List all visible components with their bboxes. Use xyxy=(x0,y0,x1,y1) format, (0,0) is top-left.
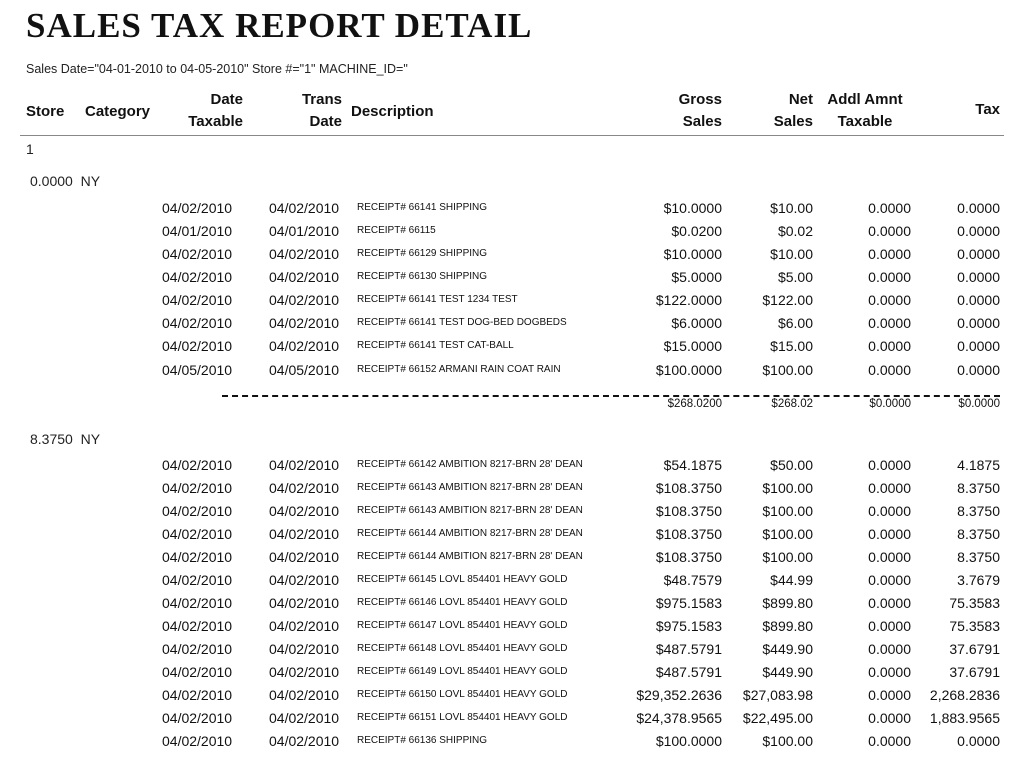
tax-state: NY xyxy=(80,173,101,189)
addl-amnt-taxable: 0.0000 xyxy=(868,710,911,726)
tax: 0.0000 xyxy=(957,200,1000,216)
gross-sales: $48.7579 xyxy=(663,572,722,588)
header-net-sales-line1: Net xyxy=(788,91,813,108)
header-store: Store xyxy=(26,103,65,120)
table-row xyxy=(0,200,1024,222)
tax: 0.0000 xyxy=(957,315,1000,331)
header-date-taxable-line2: Taxable xyxy=(188,113,243,130)
report-title: SALES TAX REPORT DETAIL xyxy=(26,6,533,45)
description: RECEIPT# 66136 SHIPPING xyxy=(357,735,488,746)
net-sales: $10.00 xyxy=(770,200,813,216)
date-taxable: 04/02/2010 xyxy=(162,641,233,657)
net-sales: $449.90 xyxy=(762,641,813,657)
subtotal-gross-sales: $268.0200 xyxy=(667,398,722,410)
gross-sales: $5.0000 xyxy=(671,269,722,285)
tax: 3.7679 xyxy=(957,572,1000,588)
header-trans-date-line2: Date xyxy=(309,113,342,130)
date-taxable: 04/02/2010 xyxy=(162,572,233,588)
net-sales: $10.00 xyxy=(770,246,813,262)
description: RECEIPT# 66144 AMBITION 8217-BRN 28' DEAN xyxy=(357,551,583,562)
addl-amnt-taxable: 0.0000 xyxy=(868,503,911,519)
trans-date: 04/02/2010 xyxy=(269,710,340,726)
tax: 2,268.2836 xyxy=(929,687,1000,703)
description: RECEIPT# 66151 LOVL 854401 HEAVY GOLD xyxy=(357,712,568,723)
net-sales: $449.90 xyxy=(762,664,813,680)
tax: 0.0000 xyxy=(957,269,1000,285)
addl-amnt-taxable: 0.0000 xyxy=(868,457,911,473)
table-row xyxy=(0,641,1024,663)
date-taxable: 04/02/2010 xyxy=(162,338,233,354)
gross-sales: $122.0000 xyxy=(655,292,722,308)
gross-sales: $29,352.2636 xyxy=(636,687,722,703)
tax: 75.3583 xyxy=(949,618,1000,634)
addl-amnt-taxable: 0.0000 xyxy=(868,618,911,634)
description: RECEIPT# 66150 LOVL 854401 HEAVY GOLD xyxy=(357,689,568,700)
table-row xyxy=(0,710,1024,732)
net-sales: $100.00 xyxy=(762,733,813,749)
date-taxable: 04/02/2010 xyxy=(162,733,233,749)
trans-date: 04/02/2010 xyxy=(269,246,340,262)
net-sales: $0.02 xyxy=(777,223,813,239)
addl-amnt-taxable: 0.0000 xyxy=(868,733,911,749)
gross-sales: $6.0000 xyxy=(671,315,722,331)
header-gross-sales-line2: Sales xyxy=(682,113,722,130)
net-sales: $100.00 xyxy=(762,526,813,542)
date-taxable: 04/02/2010 xyxy=(162,687,233,703)
header-description: Description xyxy=(351,103,434,120)
gross-sales: $100.0000 xyxy=(655,733,722,749)
trans-date: 04/02/2010 xyxy=(269,338,340,354)
tax-rate-group-0 xyxy=(30,173,100,189)
description: RECEIPT# 66143 AMBITION 8217-BRN 28' DEAN xyxy=(357,482,583,493)
gross-sales: $108.3750 xyxy=(655,480,722,496)
trans-date: 04/02/2010 xyxy=(269,618,340,634)
date-taxable: 04/02/2010 xyxy=(162,292,233,308)
trans-date: 04/02/2010 xyxy=(269,526,340,542)
gross-sales: $487.5791 xyxy=(655,664,722,680)
tax: 0.0000 xyxy=(957,338,1000,354)
date-taxable: 04/05/2010 xyxy=(162,362,233,378)
date-taxable: 04/02/2010 xyxy=(162,618,233,634)
table-row xyxy=(0,687,1024,709)
gross-sales: $108.3750 xyxy=(655,549,722,565)
table-row xyxy=(0,572,1024,594)
net-sales: $15.00 xyxy=(770,338,813,354)
description: RECEIPT# 66141 TEST 1234 TEST xyxy=(357,294,518,305)
addl-amnt-taxable: 0.0000 xyxy=(868,246,911,262)
description: RECEIPT# 66149 LOVL 854401 HEAVY GOLD xyxy=(357,666,568,677)
gross-sales: $487.5791 xyxy=(655,641,722,657)
date-taxable: 04/02/2010 xyxy=(162,457,233,473)
header-addl-amnt-line2: Taxable xyxy=(837,113,893,130)
description: RECEIPT# 66129 SHIPPING xyxy=(357,248,488,259)
addl-amnt-taxable: 0.0000 xyxy=(868,315,911,331)
description: RECEIPT# 66144 AMBITION 8217-BRN 28' DEAN xyxy=(357,528,583,539)
date-taxable: 04/02/2010 xyxy=(162,503,233,519)
tax: 4.1875 xyxy=(957,457,1000,473)
header-gross-sales-line1: Gross xyxy=(678,91,722,108)
trans-date: 04/02/2010 xyxy=(269,200,340,216)
gross-sales: $108.3750 xyxy=(655,503,722,519)
trans-date: 04/02/2010 xyxy=(269,503,340,519)
gross-sales: $24,378.9565 xyxy=(636,710,722,726)
gross-sales: $100.0000 xyxy=(655,362,722,378)
addl-amnt-taxable: 0.0000 xyxy=(868,641,911,657)
addl-amnt-taxable: 0.0000 xyxy=(868,572,911,588)
description: RECEIPT# 66130 SHIPPING xyxy=(357,271,488,282)
description: RECEIPT# 66141 TEST DOG-BED DOGBEDS xyxy=(357,317,567,328)
tax-rate-group-1 xyxy=(30,431,100,447)
trans-date: 04/01/2010 xyxy=(269,223,340,239)
table-row xyxy=(0,549,1024,571)
table-row xyxy=(0,595,1024,617)
gross-sales: $54.1875 xyxy=(663,457,722,473)
table-row xyxy=(0,733,1024,755)
description: RECEIPT# 66152 ARMANI RAIN COAT RAIN xyxy=(357,364,561,375)
gross-sales: $0.0200 xyxy=(671,223,722,239)
net-sales: $100.00 xyxy=(762,362,813,378)
header-net-sales-line2: Sales xyxy=(773,113,813,130)
subtotal-addl-amnt: $0.0000 xyxy=(869,398,911,410)
gross-sales: $108.3750 xyxy=(655,526,722,542)
tax: 0.0000 xyxy=(957,292,1000,308)
net-sales: $899.80 xyxy=(762,595,813,611)
subtotal-tax: $0.0000 xyxy=(958,398,1000,410)
gross-sales: $10.0000 xyxy=(663,200,722,216)
trans-date: 04/02/2010 xyxy=(269,733,340,749)
addl-amnt-taxable: 0.0000 xyxy=(868,338,911,354)
date-taxable: 04/02/2010 xyxy=(162,200,233,216)
tax: 8.3750 xyxy=(957,549,1000,565)
net-sales: $122.00 xyxy=(762,292,813,308)
tax: 0.0000 xyxy=(957,362,1000,378)
store-number: 1 xyxy=(26,141,34,157)
tax-rate: 8.3750 xyxy=(30,431,73,447)
gross-sales: $10.0000 xyxy=(663,246,722,262)
addl-amnt-taxable: 0.0000 xyxy=(868,362,911,378)
table-row xyxy=(0,503,1024,525)
addl-amnt-taxable: 0.0000 xyxy=(868,664,911,680)
addl-amnt-taxable: 0.0000 xyxy=(868,526,911,542)
header-divider xyxy=(20,135,1004,136)
description: RECEIPT# 66147 LOVL 854401 HEAVY GOLD xyxy=(357,620,568,631)
table-row xyxy=(0,338,1024,360)
description: RECEIPT# 66145 LOVL 854401 HEAVY GOLD xyxy=(357,574,568,585)
net-sales: $100.00 xyxy=(762,503,813,519)
table-row xyxy=(0,618,1024,640)
header-addl-amnt-line1: Addl Amnt xyxy=(827,91,903,108)
addl-amnt-taxable: 0.0000 xyxy=(868,200,911,216)
trans-date: 04/02/2010 xyxy=(269,572,340,588)
description: RECEIPT# 66142 AMBITION 8217-BRN 28' DEAN xyxy=(357,459,583,470)
net-sales: $100.00 xyxy=(762,480,813,496)
date-taxable: 04/02/2010 xyxy=(162,664,233,680)
tax: 0.0000 xyxy=(957,733,1000,749)
tax: 0.0000 xyxy=(957,246,1000,262)
report-parameters: Sales Date="04-01-2010 to 04-05-2010" Store #="1" MACHINE_ID=" xyxy=(26,62,408,76)
net-sales: $27,083.98 xyxy=(742,687,813,703)
table-row xyxy=(0,269,1024,291)
net-sales: $100.00 xyxy=(762,549,813,565)
date-taxable: 04/02/2010 xyxy=(162,549,233,565)
tax: 8.3750 xyxy=(957,503,1000,519)
description: RECEIPT# 66148 LOVL 854401 HEAVY GOLD xyxy=(357,643,568,654)
tax: 37.6791 xyxy=(949,641,1000,657)
tax-state: NY xyxy=(80,431,101,447)
description: RECEIPT# 66141 SHIPPING xyxy=(357,202,488,213)
description: RECEIPT# 66115 xyxy=(357,225,436,236)
date-taxable: 04/02/2010 xyxy=(162,710,233,726)
trans-date: 04/02/2010 xyxy=(269,292,340,308)
table-row xyxy=(0,315,1024,337)
addl-amnt-taxable: 0.0000 xyxy=(868,223,911,239)
header-date-taxable-line1: Date xyxy=(210,91,243,108)
addl-amnt-taxable: 0.0000 xyxy=(868,480,911,496)
tax: 75.3583 xyxy=(949,595,1000,611)
trans-date: 04/02/2010 xyxy=(269,595,340,611)
net-sales: $5.00 xyxy=(777,269,813,285)
net-sales: $6.00 xyxy=(777,315,813,331)
date-taxable: 04/02/2010 xyxy=(162,526,233,542)
gross-sales: $975.1583 xyxy=(655,595,722,611)
header-tax: Tax xyxy=(975,101,1000,118)
trans-date: 04/02/2010 xyxy=(269,269,340,285)
table-row xyxy=(0,292,1024,314)
gross-sales: $15.0000 xyxy=(663,338,722,354)
table-row xyxy=(0,664,1024,686)
subtotal-net-sales: $268.02 xyxy=(771,398,813,410)
trans-date: 04/02/2010 xyxy=(269,664,340,680)
gross-sales: $975.1583 xyxy=(655,618,722,634)
tax: 0.0000 xyxy=(957,223,1000,239)
net-sales: $899.80 xyxy=(762,618,813,634)
table-row xyxy=(0,457,1024,479)
addl-amnt-taxable: 0.0000 xyxy=(868,292,911,308)
description: RECEIPT# 66141 TEST CAT-BALL xyxy=(357,340,514,351)
addl-amnt-taxable: 0.0000 xyxy=(868,687,911,703)
date-taxable: 04/02/2010 xyxy=(162,595,233,611)
header-category: Category xyxy=(85,103,151,120)
date-taxable: 04/01/2010 xyxy=(162,223,233,239)
trans-date: 04/05/2010 xyxy=(269,362,340,378)
table-row xyxy=(0,362,1024,384)
table-row xyxy=(0,480,1024,502)
trans-date: 04/02/2010 xyxy=(269,641,340,657)
date-taxable: 04/02/2010 xyxy=(162,315,233,331)
trans-date: 04/02/2010 xyxy=(269,480,340,496)
description: RECEIPT# 66143 AMBITION 8217-BRN 28' DEAN xyxy=(357,505,583,516)
description: RECEIPT# 66146 LOVL 854401 HEAVY GOLD xyxy=(357,597,568,608)
addl-amnt-taxable: 0.0000 xyxy=(868,269,911,285)
table-row xyxy=(0,246,1024,268)
date-taxable: 04/02/2010 xyxy=(162,480,233,496)
date-taxable: 04/02/2010 xyxy=(162,246,233,262)
net-sales: $44.99 xyxy=(770,572,813,588)
addl-amnt-taxable: 0.0000 xyxy=(868,595,911,611)
trans-date: 04/02/2010 xyxy=(269,687,340,703)
net-sales: $22,495.00 xyxy=(742,710,813,726)
addl-amnt-taxable: 0.0000 xyxy=(868,549,911,565)
table-row xyxy=(0,526,1024,548)
trans-date: 04/02/2010 xyxy=(269,457,340,473)
table-row xyxy=(0,223,1024,245)
trans-date: 04/02/2010 xyxy=(269,549,340,565)
trans-date: 04/02/2010 xyxy=(269,315,340,331)
subtotal-divider xyxy=(222,395,1000,397)
tax-rate: 0.0000 xyxy=(30,173,73,189)
net-sales: $50.00 xyxy=(770,457,813,473)
date-taxable: 04/02/2010 xyxy=(162,269,233,285)
tax: 8.3750 xyxy=(957,526,1000,542)
header-trans-date-line1: Trans xyxy=(301,91,342,108)
tax: 37.6791 xyxy=(949,664,1000,680)
tax: 1,883.9565 xyxy=(929,710,1000,726)
tax: 8.3750 xyxy=(957,480,1000,496)
